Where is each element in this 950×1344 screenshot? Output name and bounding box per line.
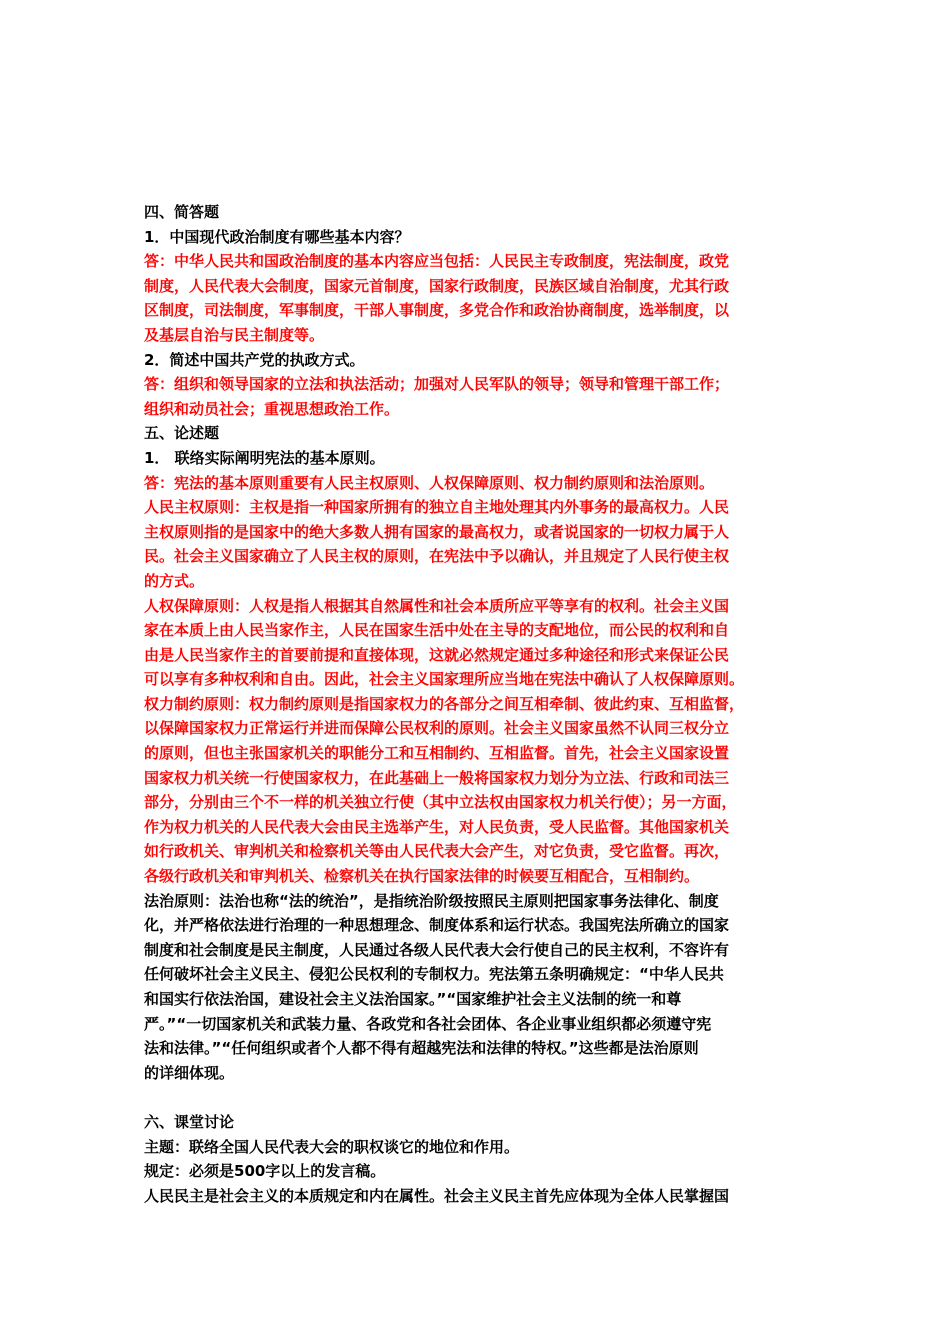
text-line: 规定：必须是500字以上的发言稿。 — [144, 1162, 386, 1181]
answer-text-line: 的原则，但也主张国家机关的职能分工和互相制约、互相监督。首先，社会主义国家设置 — [144, 744, 730, 763]
answer-text-line: 国家权力机关统一行使国家权力，在此基础上一般将国家权力划分为立法、行政和司法三 — [144, 768, 730, 787]
answer-text-line: 区制度，司法制度，军事制度，干部人事制度，多党合作和政治协商制度，选举制度，以 — [144, 301, 730, 320]
answer-text-line: 制度，人民代表大会制度，国家元首制度，国家行政制度，民族区域自治制度，尤其行政 — [144, 276, 730, 295]
answer-text-line: 答：宪法的基本原则重要有人民主权原则、人权保障原则、权力制约原则和法治原则。 — [144, 473, 715, 492]
text-line: 四、简答题 — [144, 203, 220, 221]
answer-text-line: 作为权力机关的人民代表大会由民主选举产生，对人民负责，受人民监督。其他国家机关 — [144, 817, 730, 836]
answer-text-line: 民。社会主义国家确立了人民主权的原则，在宪法中予以确认，并且规定了人民行使主权 — [144, 547, 730, 566]
answer-text-line: 部分，分别由三个不一样的机关独立行使（其中立法权由国家权力机关行使）；另一方面， — [144, 793, 737, 812]
text-line: 人民民主是社会主义的本质规定和内在属性。社会主义民主首先应体现为全体人民掌握国 — [144, 1186, 730, 1205]
answer-text-line: 家在本质上由人民当家作主，人民在国家生活中处在主导的支配地位，而公民的权利和自 — [144, 621, 730, 640]
answer-text-line: 的方式。 — [144, 571, 205, 590]
answer-text-line: 人权保障原则：人权是指人根据其自然属性和社会本质所应平等享有的权利。社会主义国 — [144, 596, 730, 615]
document-body — [144, 200, 812, 1208]
answer-text-line: 及基层自治与民主制度等。 — [144, 325, 325, 344]
text-line: 法和法律。”“任何组织或者个人都不得有超越宪法和法律的特权。”这些都是法治原则 — [144, 1039, 699, 1058]
answer-text-line: 答：组织和领导国家的立法和执法活动；加强对人民军队的领导；领导和管理干部工作； — [144, 375, 730, 394]
answer-text-line: 各级行政机关和审判机关、检察机关在执行国家法律的时候要互相配合，互相制约。 — [144, 867, 700, 886]
text-line: 制度和社会制度是民主制度，人民通过各级人民代表大会行使自己的民主权利，不容许有 — [144, 940, 730, 959]
answer-text-line: 答：中华人民共和国政治制度的基本内容应当包括：人民民主专政制度，宪法制度，政党 — [144, 252, 730, 271]
text-line: 的详细体现。 — [144, 1063, 235, 1082]
text-line: 化，并严格依法进行治理的一种思想理念、制度体系和运行状态。我国宪法所确立的国家 — [144, 916, 730, 935]
text-line: 和国实行依法治国，建设社会主义法治国家。”“国家维护社会主义法制的统一和尊 — [144, 990, 682, 1008]
text-line: 六、课堂讨论 — [144, 1112, 235, 1131]
text-line: 1． 联络实际阐明宪法的基本原则。 — [144, 448, 385, 467]
answer-text-line: 可以享有多种权利和自由。因此，社会主义国家理所应当地在宪法中确认了人权保障原则。 — [144, 670, 745, 689]
text-line — [144, 1085, 812, 1110]
answer-text-line: 组织和动员社会；重视思想政治工作。 — [144, 399, 400, 418]
text-line: 2．简述中国共产党的执政方式。 — [144, 350, 365, 369]
answer-text-line: 权力制约原则：权力制约原则是指国家权力的各部分之间互相牵制、彼此约束、互相监督， — [144, 694, 745, 713]
text-line: 法治原则：法治也称“法的统治”，是指统治阶级按照民主原则把国家事务法律化、制度 — [144, 891, 719, 910]
answer-text-line: 以保障国家权力正常运行并进而保障公民权利的原则。社会主义国家虽然不认同三权分立 — [144, 719, 730, 738]
text-line: 严。”“一切国家机关和武装力量、各政党和各社会团体、各企业事业组织都必须遵守宪 — [144, 1014, 712, 1033]
answer-text-line: 人民主权原则：主权是指一种国家所拥有的独立自主地处理其内外事务的最高权力。人民 — [144, 498, 730, 517]
text-line: 1．中国现代政治制度有哪些基本内容？ — [144, 227, 410, 246]
text-line: 五、论述题 — [144, 424, 220, 443]
answer-text-line: 由是人民当家作主的首要前提和直接体现，这就必然规定通过多种途径和形式来保证公民 — [144, 645, 730, 664]
answer-text-line: 如行政机关、审判机关和检察机关等由人民代表大会产生，对它负责，受它监督。再次， — [144, 842, 730, 861]
answer-text-line: 主权原则指的是国家中的绝大多数人拥有国家的最高权力，或者说国家的一切权力属于人 — [144, 522, 730, 541]
text-line: 任何破坏社会主义民主、侵犯公民权利的专制权力。宪法第五条明确规定：“中华人民共 — [144, 965, 724, 984]
text-line: 主题：联络全国人民代表大会的职权谈它的地位和作用。 — [144, 1137, 520, 1156]
